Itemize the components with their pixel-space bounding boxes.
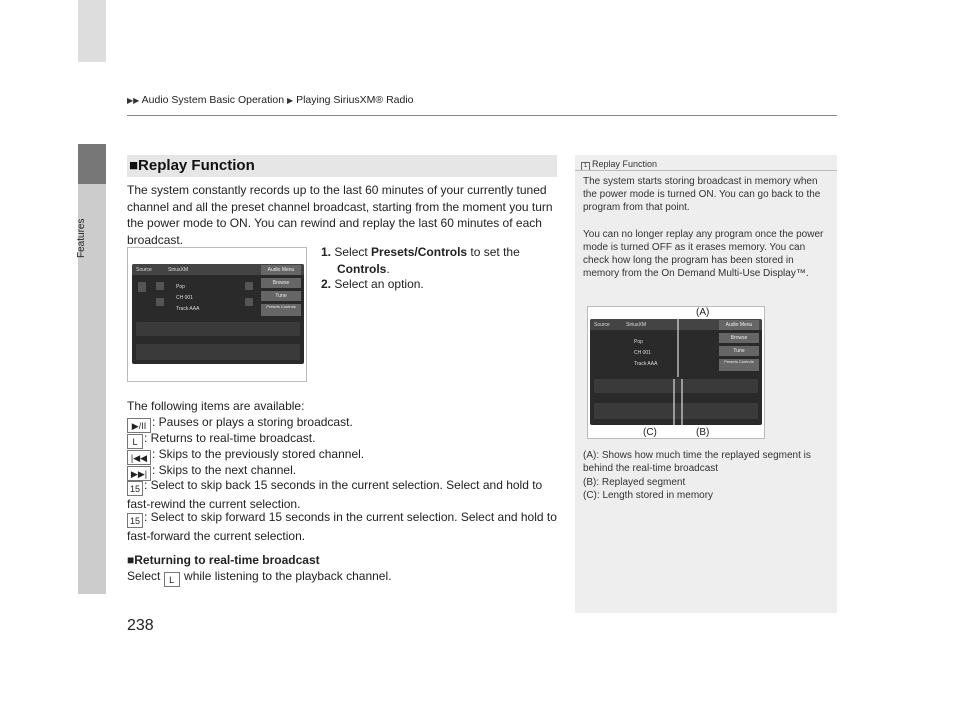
- header-rule: [127, 115, 837, 116]
- step-bold: Controls: [337, 261, 387, 276]
- screen-menu-item: Browse: [719, 333, 759, 343]
- step-number: 2.: [321, 277, 332, 291]
- sub-text: [127, 568, 557, 587]
- item-text: : Skips to the next channel.: [152, 463, 297, 477]
- item-forward-15: [127, 509, 557, 545]
- breadcrumb: [127, 94, 414, 106]
- callout-label-a: (A): [696, 307, 710, 318]
- screen-menu-item: Tune: [261, 291, 301, 301]
- callout-label-b: (B): [696, 427, 710, 438]
- live-icon: L: [127, 434, 143, 449]
- sub-text-post: while listening to the playback channel.: [180, 569, 392, 583]
- note-divider: [575, 170, 837, 171]
- section-title: ■Replay Function: [127, 155, 557, 177]
- legend-item: (C): Length stored in memory: [583, 490, 714, 501]
- screen-left-button: [156, 298, 164, 306]
- screen-channel: CH 001: [176, 295, 193, 301]
- screen-genre: Pop: [634, 339, 643, 345]
- screen-menu-item: Audio Menu: [719, 320, 759, 330]
- step-2: [321, 276, 551, 293]
- step-text: Select an option.: [334, 277, 424, 291]
- screen-source: Source: [594, 322, 610, 328]
- note-number-icon: 1: [581, 162, 590, 171]
- item-text: : Returns to real-time broadcast.: [144, 431, 316, 445]
- side-tab-marker: [78, 144, 106, 184]
- screen-source: Source: [136, 267, 152, 273]
- skip-previous-icon: |◀◀: [127, 450, 151, 465]
- screen-right-button: [245, 298, 253, 306]
- screen-menu-item: Browse: [261, 278, 301, 288]
- step-number: 1.: [321, 245, 332, 259]
- play-pause-icon: ▶/II: [127, 418, 151, 433]
- note-paragraph: The system starts storing broadcast in memory when the power mode is turned ON. You can go back to the program from that point.: [583, 176, 821, 213]
- screen-menu-item: Presets Controls: [719, 359, 759, 371]
- screen-brand: SiriusXM: [626, 322, 647, 328]
- item-text: : Pauses or plays a storing broadcast.: [152, 415, 353, 429]
- legend-item: (B): Replayed segment: [583, 477, 686, 488]
- callout-lines: [588, 307, 766, 440]
- breadcrumb-arrow-icon: ▶: [286, 96, 294, 105]
- screen-menu-item: Presets Controls: [261, 304, 301, 316]
- sub-text-pre: Select: [127, 569, 164, 583]
- rewind-15-icon: 15: [127, 481, 143, 496]
- side-tab-label: Features: [76, 218, 87, 258]
- note-paragraph: You can no longer replay any program once the power mode is turned OFF as it erases memory. You can check how long the program has been stored in memory from the On Demand Multi-Use Display™.: [583, 229, 824, 279]
- screen-image-annotated: [587, 306, 765, 439]
- breadcrumb-arrow-icon: ▶▶: [127, 96, 140, 105]
- screen-display: [132, 264, 304, 364]
- page-number: 238: [127, 617, 154, 634]
- screen-track: Track AAA: [176, 306, 200, 312]
- sub-heading: ■Returning to real-time broadcast: [127, 553, 320, 567]
- screen-brand: SiriusXM: [168, 267, 189, 273]
- side-tab-top: [78, 0, 106, 62]
- screen-menu-item: Tune: [719, 346, 759, 356]
- callout-label-c: (C): [643, 427, 657, 438]
- step-bold: Presets/Controls: [371, 245, 468, 259]
- screen-left-button: [156, 282, 164, 290]
- skip-next-icon: ▶▶|: [127, 466, 151, 481]
- screen-genre: Pop: [176, 284, 185, 290]
- item-text: : Select to skip back 15 seconds in the current selection. Select and hold to fast-rewind the current selection.: [127, 478, 543, 511]
- screen-image: [127, 247, 307, 382]
- live-icon: L: [164, 572, 180, 587]
- forward-15-icon: 15: [127, 513, 143, 528]
- screen-channel: CH 001: [634, 350, 651, 356]
- screen-info-button: [138, 282, 146, 292]
- screen-track: Track AAA: [634, 361, 658, 367]
- note-title-text: Replay Function: [592, 159, 658, 169]
- step-1: [321, 244, 551, 277]
- item-text: : Select to skip forward 15 seconds in the current selection. Select and hold to fast-forward the current selection.: [127, 510, 557, 543]
- item-text: : Skips to the previously stored channel.: [152, 447, 365, 461]
- screen-menu-item: Audio Menu: [261, 265, 301, 275]
- step-text: .: [386, 261, 390, 276]
- step-text: to set the: [467, 245, 520, 259]
- items-intro: The following items are available:: [127, 399, 305, 413]
- legend-item: (A): Shows how much time the replayed segment is behind the real-time broadcast: [583, 450, 811, 474]
- step-text: Select: [334, 245, 372, 259]
- screen-controls-row: [136, 322, 300, 336]
- breadcrumb-item: Audio System Basic Operation: [141, 94, 285, 106]
- item-rewind-15: [127, 477, 557, 513]
- screen-bottom-row: [136, 344, 300, 360]
- intro-paragraph: The system constantly records up to the last 60 minutes of your currently tuned channel and all the preset channel broadcast, starting from the moment you turn the power mode to ON. You can rewind and replay the last 60 minutes of each broadcast.: [127, 183, 553, 247]
- screen-right-button: [245, 282, 253, 290]
- breadcrumb-item: Playing SiriusXM® Radio: [296, 94, 414, 106]
